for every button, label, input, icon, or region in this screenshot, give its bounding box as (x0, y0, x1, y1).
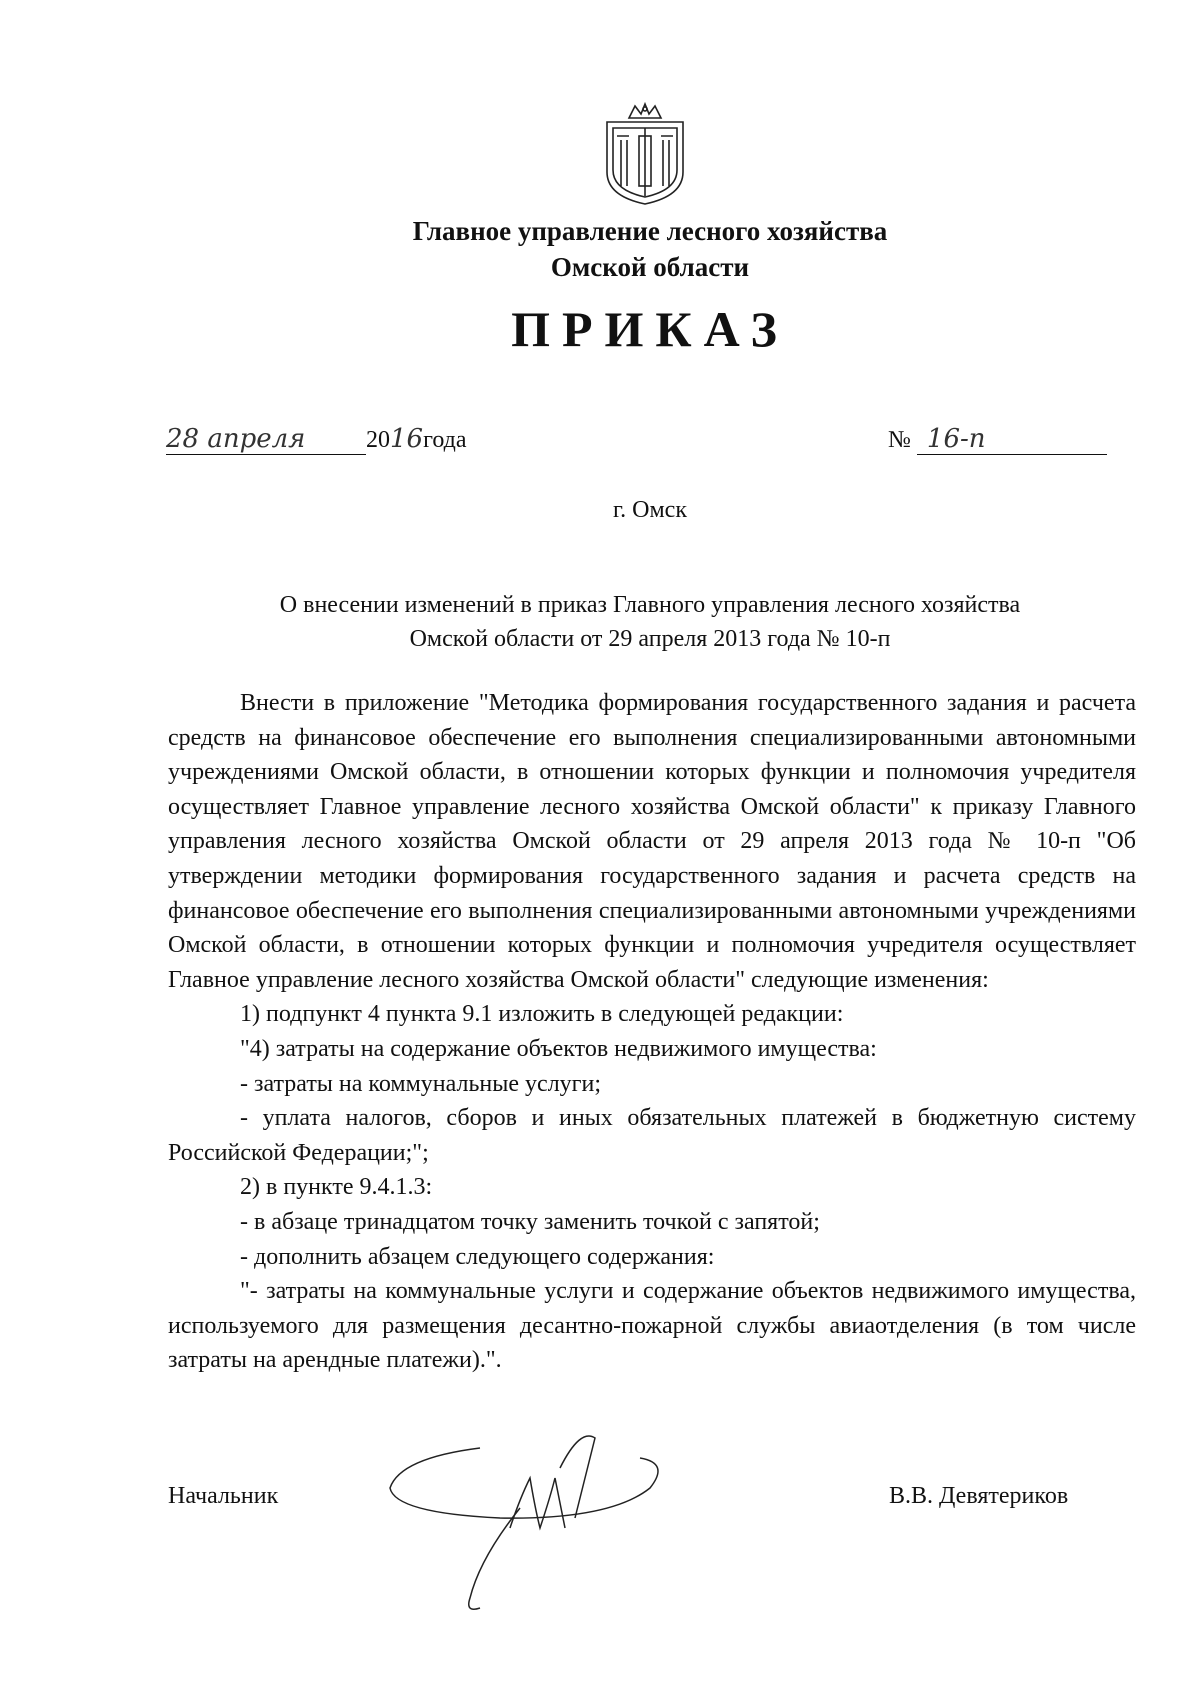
body-paragraph-5: 2) в пункте 9.4.1.3: (240, 1174, 433, 1201)
body-paragraph-2: "4) затраты на содержание объектов недвижимого имущества: (240, 1035, 877, 1062)
year-prefix: 20 (366, 427, 390, 453)
body-paragraph-8: "- затраты на коммунальные услуги и содержание объектов недвижимого имущества, используемого для размещения десантно-пожарной службы авиаотделения (в том числе затраты на арендные платежи).". (168, 1278, 1136, 1374)
document-title: ПРИКАЗ (511, 301, 789, 357)
signatory-name: В.В. Девятериков (889, 1483, 1069, 1509)
document-subject (150, 588, 1150, 656)
document-number (888, 424, 1107, 455)
body-paragraph-4: - уплата налогов, сборов и иных обязательных платежей в бюджетную систему Российской Федерации;"; (168, 1105, 1136, 1166)
body-paragraph-1: 1) подпункт 4 пункта 9.1 изложить в следующей редакции: (240, 1001, 844, 1028)
document-date (166, 424, 467, 455)
handwritten-year: 16 (390, 424, 424, 454)
subject-line1: О внесении изменений в приказ Главного управления лесного хозяйства (279, 592, 1021, 618)
body-intro: Внести в приложение "Методика формирования государственного задания и расчета средств на финансовое обеспечение его выполнения специализированными автономными учреждениями Омской области, в отношении которых функции и полномочия учредителя осуществляет Главное управление лесного хозяйства Омской области" к приказу Главного управления лесного хозяйства Омской области от 29 апреля 2013 года № 10-п "Об утверждении методики формирования государственного задания и расчета средств на финансовое обеспечение его выполнения специализированными автономными учреждениями Омской области, в отношении которых функции и полномочия учредителя осуществляет Главное управление лесного хозяйства Омской области" следующие изменения: (168, 690, 1136, 993)
body-paragraph-6: - в абзаце тринадцатом точку заменить точкой с запятой; (240, 1208, 820, 1235)
handwritten-date: 28 апреля (166, 424, 366, 455)
subject-line2: Омской области от 29 апреля 2013 года № 10-п (409, 626, 891, 652)
signatory-position: Начальник (168, 1483, 279, 1509)
document-body (168, 686, 1136, 1378)
city: г. Омск (613, 497, 687, 523)
handwritten-number: 16-п (917, 424, 1107, 455)
handwritten-signature (380, 1408, 680, 1618)
organization-name-line1: Главное управление лесного хозяйства (412, 216, 888, 246)
coat-of-arms-emblem (599, 100, 691, 208)
number-label: № (888, 427, 911, 453)
year-suffix: года (423, 427, 467, 453)
body-paragraph-3: - затраты на коммунальные услуги; (240, 1070, 602, 1097)
body-paragraph-7: - дополнить абзацем следующего содержания: (240, 1243, 715, 1270)
organization-name-line2: Омской области (550, 252, 750, 282)
